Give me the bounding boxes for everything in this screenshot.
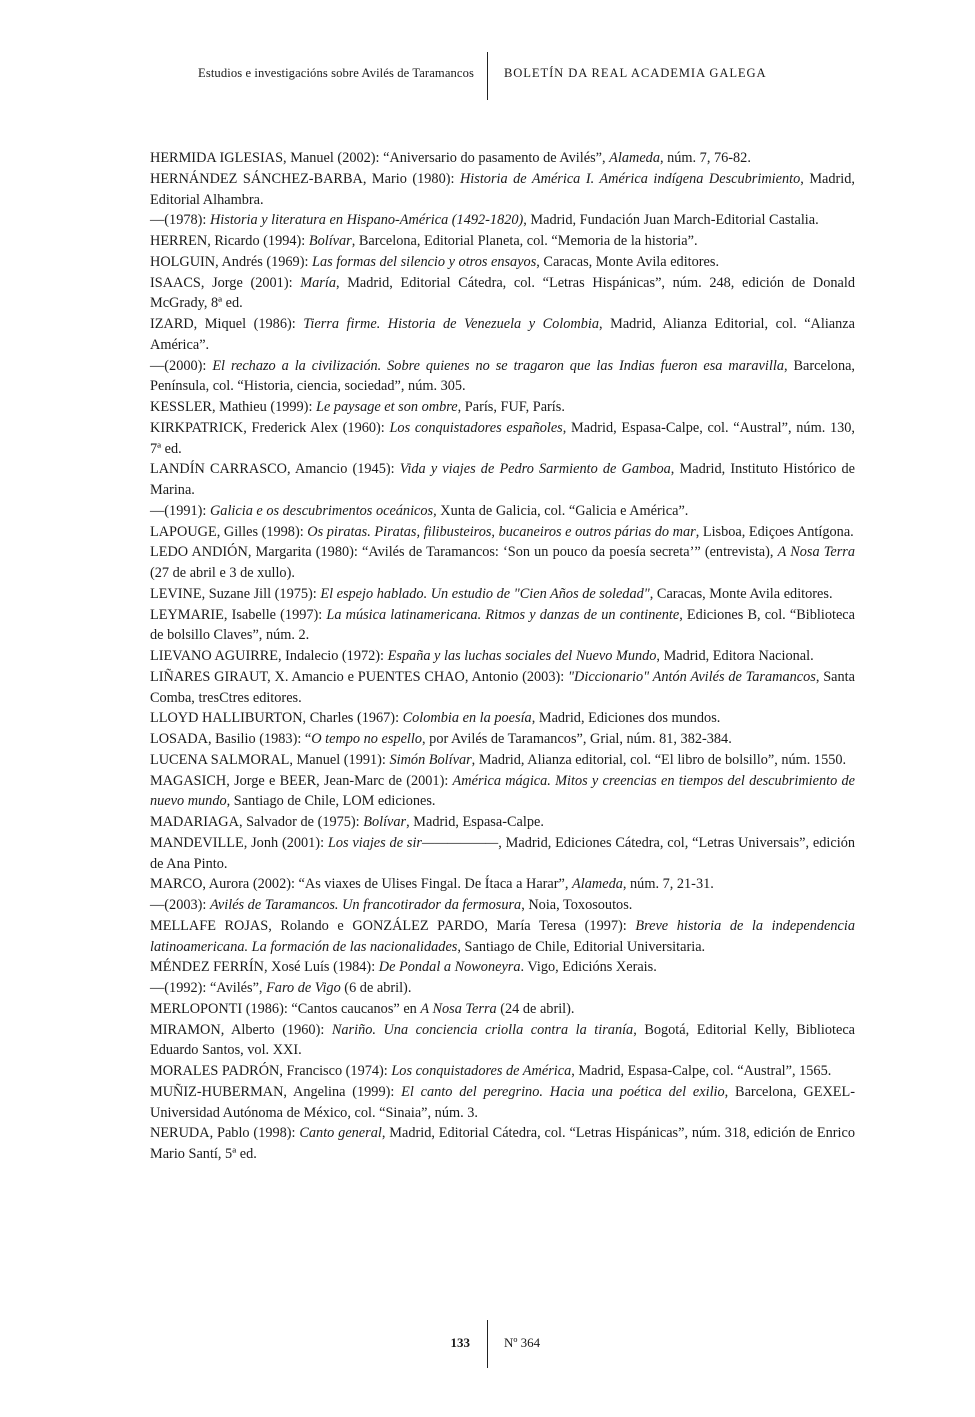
bibliography-entry: MELLAFE ROJAS, Rolando e GONZÁLEZ PARDO, María Teresa (1997): Breve historia de la independencia latinoamericana. La formación de las nacionalidades, Santiago de Chile, Editorial Universitaria. <box>150 917 855 955</box>
bibliography-entry: MUÑIZ-HUBERMAN, Angelina (1999): El canto del peregrino. Hacia una poética del exilio, Barcelona, GEXEL-Universidad Autónoma de México, col. “Sinaia”, núm. 3. <box>150 1083 855 1121</box>
bibliography-entry: LIEVANO AGUIRRE, Indalecio (1972): España y las luchas sociales del Nuevo Mundo, Madrid, Editora Nacional. <box>150 648 814 664</box>
bibliography-entry: LEDO ANDIÓN, Margarita (1980): “Avilés de Taramancos: ‘Son un pouco da poesía secreta’” (entrevista), A Nosa Terra (27 de abril e 3 de xullo). <box>150 544 856 581</box>
bibliography-entry: —(1992): “Avilés”, Faro de Vigo (6 de abril). <box>150 980 412 996</box>
footer-divider <box>487 1320 488 1368</box>
bibliography-list <box>150 148 855 1165</box>
bibliography-entry: HERREN, Ricardo (1994): Bolívar, Barcelona, Editorial Planeta, col. “Memoria de la historia”. <box>150 233 698 249</box>
bibliography-entry: MERLOPONTI (1986): “Cantos caucanos” en A Nosa Terra (24 de abril). <box>150 1000 575 1017</box>
bibliography-entry: KIRKPATRICK, Frederick Alex (1960): Los conquistadores españoles, Madrid, Espasa-Calpe, col. “Austral”, núm. 130, 7ª ed. <box>150 419 855 457</box>
page-number: 133 <box>450 1335 470 1350</box>
bibliography-entry: —(1991): Galicia e os descubrimentos oceánicos, Xunta de Galicia, col. “Galicia e América”. <box>150 502 689 519</box>
bibliography-entry: LIÑARES GIRAUT, X. Amancio e PUENTES CHAO, Antonio (2003): "Diccionario" Antón Avilés de Taramancos, Santa Comba, tresCtres editores. <box>150 668 855 706</box>
bibliography-entry: MIRAMON, Alberto (1960): Nariño. Una conciencia criolla contra la tiranía, Bogotá, Editorial Kelly, Biblioteca Eduardo Santos, vol. XXI. <box>150 1021 856 1059</box>
bibliography-entry: LAPOUGE, Gilles (1998): Os piratas. Piratas, filibusteiros, bucaneiros e outros párias do mar, Lisboa, Ediçoes Antígona. <box>150 523 854 540</box>
bibliography-entry: LEYMARIE, Isabelle (1997): La música latinamericana. Ritmos y danzas de un continente, Ediciones B, col. “Biblioteca de bolsillo Claves”, núm. 2. <box>150 606 855 644</box>
running-header-title: Estudios e investigacións sobre Avilés de Taramancos <box>198 66 474 80</box>
bibliography-entry: LANDÍN CARRASCO, Amancio (1945): Vida y viajes de Pedro Sarmiento de Gamboa, Madrid, Instituto Histórico de Marina. <box>150 461 855 498</box>
bibliography-entry: HOLGUIN, Andrés (1969): Las formas del silencio y otros ensayos, Caracas, Monte Avila editores. <box>150 253 720 270</box>
bibliography-entry: MANDEVILLE, Jonh (2001): Los viajes de sir——————, Madrid, Ediciones Cátedra, col, “Letras Universais”, edición de Ana Pinto. <box>150 834 855 872</box>
bibliography-entry: LOSADA, Basilio (1983): “O tempo no espello, por Avilés de Taramancos”, Grial, núm. 81, 382-384. <box>150 731 732 747</box>
bibliography-entry: LUCENA SALMORAL, Manuel (1991): Simón Bolívar, Madrid, Alianza editorial, col. “El libro de bolsillo”, núm. 1550. <box>150 751 847 768</box>
bibliography-entry: ISAACS, Jorge (2001): María, Madrid, Editorial Cátedra, col. “Letras Hispánicas”, núm. 248, edición de Donald McGrady, 8ª ed. <box>150 274 855 312</box>
bibliography-entry: MÉNDEZ FERRÍN, Xosé Luís (1984): De Pondal a Nowoneyra. Vigo, Edicións Xerais. <box>150 959 657 976</box>
bibliography-entry: NERUDA, Pablo (1998): Canto general, Madrid, Editorial Cátedra, col. “Letras Hispánicas”, núm. 318, edición de Enrico Mario Santí, 5ª ed. <box>150 1125 855 1162</box>
bibliography-entry: IZARD, Miquel (1986): Tierra firme. Historia de Venezuela y Colombia, Madrid, Alianza Editorial, col. “Alianza América”. <box>150 316 855 353</box>
bibliography-entry: KESSLER, Mathieu (1999): Le paysage et son ombre, París, FUF, París. <box>150 399 565 415</box>
bibliography-entry: MADARIAGA, Salvador de (1975): Bolívar, Madrid, Espasa-Calpe. <box>150 814 544 830</box>
bibliography-entry: MARCO, Aurora (2002): “As viaxes de Ulises Fingal. De Ítaca a Harar”, Alameda, núm. 7, 21-31. <box>150 876 714 893</box>
running-header-journal: BOLETÍN DA REAL ACADEMIA GALEGA <box>504 66 767 80</box>
bibliography-entry: HERMIDA IGLESIAS, Manuel (2002): “Aniversario do pasamento de Avilés”, Alameda, núm. 7, 76-82. <box>150 150 751 166</box>
bibliography-entry: LEVINE, Suzane Jill (1975): El espejo hablado. Un estudio de "Cien Años de soledad", Caracas, Monte Avila editores. <box>150 585 833 602</box>
issue-number: Nº 364 <box>504 1335 541 1350</box>
bibliography-entry: —(2003): Avilés de Taramancos. Un francotirador da fermosura, Noia, Toxosoutos. <box>150 897 633 913</box>
bibliography-entry: LLOYD HALLIBURTON, Charles (1967): Colombia en la poesía, Madrid, Ediciones dos mundos. <box>150 710 721 727</box>
bibliography-entry: MORALES PADRÓN, Francisco (1974): Los conquistadores de América, Madrid, Espasa-Calpe, col. “Austral”, 1565. <box>150 1063 832 1079</box>
bibliography-entry: MAGASICH, Jorge e BEER, Jean-Marc de (2001): América mágica. Mitos y creencias en tiempos del descubrimiento de nuevo mundo, Santiago de Chile, LOM ediciones. <box>150 772 855 810</box>
header-divider <box>487 52 488 100</box>
bibliography-entry: HERNÁNDEZ SÁNCHEZ-BARBA, Mario (1980): Historia de América I. América indígena Descubrimiento, Madrid, Editorial Alhambra. <box>150 170 855 208</box>
bibliography-entry: —(1978): Historia y literatura en Hispano-América (1492-1820), Madrid, Fundación Juan March-Editorial Castalia. <box>150 212 819 229</box>
bibliography-entry: —(2000): El rechazo a la civilización. Sobre quienes no se tragaron que las Indias fueron esa maravilla, Barcelona, Península, col. “Historia, ciencia, sociedad”, núm. 305. <box>150 357 856 395</box>
